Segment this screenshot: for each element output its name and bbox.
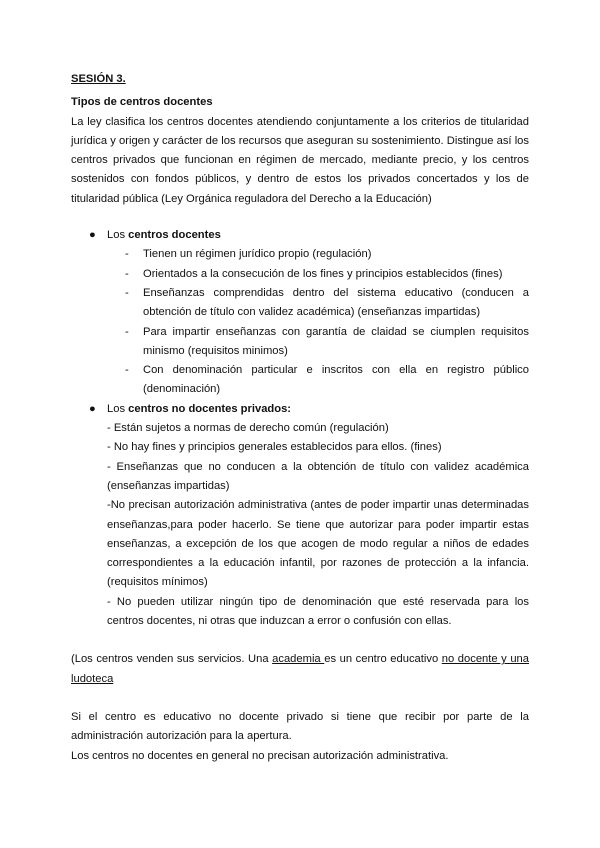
bullet-bold-text: centros no docentes privados: xyxy=(128,402,292,415)
bullet-centros-docentes xyxy=(71,226,529,400)
bullet-icon: ● xyxy=(89,229,96,242)
closing-paragraph-2: Los centros no docentes en general no precisan autorización administrativa. xyxy=(71,749,449,762)
document-content xyxy=(71,70,529,766)
underlined-no-docente: no docente y una ludoteca xyxy=(71,653,529,685)
intro-paragraph: La ley clasifica los centros docentes atendiendo conjuntamente a los criterios de titularidad jurídica y origen y carácter de los recursos que aseguran su sostenimiento. Distingue así los centros privados que funcionan en régimen de mercado, mediante precio, y los centros sostenidos con fondos públicos, y dentro de estos los privados concertados y los de titularidad pública (Ley Orgánica reguladora del Derecho a la Educación) xyxy=(71,115,529,205)
bullet-icon: ● xyxy=(89,402,96,415)
list-item: - Están sujetos a normas de derecho común (regulación) xyxy=(107,422,389,435)
list-item: - Para impartir enseñanzas con garantía de claidad se ciumplen requisitos minismo (requisitos minimos) xyxy=(125,325,529,357)
closing-paragraph-1: Si el centro es educativo no docente privado si tiene que recibir por parte de la administración autorización para la apertura. xyxy=(71,710,529,743)
docentes-list xyxy=(71,245,529,399)
underlined-academia: academia xyxy=(272,653,325,666)
list-item: - Orientados a la consecución de los fines y principios establecidos (fines) xyxy=(125,267,503,280)
list-item: -No precisan autorización administrativa (antes de poder impartir unas determinadas enseñanzas,para poder hacerlo. Se tiene que autorizar para poder impartir estas enseñanzas, a excepción de los que acogen de modo regular a niños de edades correspondientes a la educación infantil, por razones de protección a la infancia. (requisitos mínimos) xyxy=(107,499,529,589)
list-item: - Tienen un régimen jurídico propio (regulación) xyxy=(125,248,372,261)
session-title: SESIÓN 3. xyxy=(71,73,126,85)
list-item: - No hay fines y principios generales establecidos para ellos. (fines) xyxy=(107,441,442,454)
bullet-heading-docentes xyxy=(71,226,529,245)
note-paragraph: (Los centros venden sus servicios. Una academia es un centro educativo no docente y una ludoteca xyxy=(71,653,529,685)
bullet-prefix: Los xyxy=(107,229,129,242)
bullet-centros-no-docentes xyxy=(71,400,529,632)
list-item: - Enseñanzas que no conducen a la obtención de título con validez académica (enseñanzas impartidas) xyxy=(107,460,529,492)
list-item: - Con denominación particular e inscritos con ella en registro público (denominación) xyxy=(125,364,529,396)
list-item: - No pueden utilizar ningún tipo de denominación que esté reservada para los centros docentes, ni otras que induzcan a error o confusión con ellas. xyxy=(107,595,529,628)
list-item: - Enseñanzas comprendidas dentro del sistema educativo (conducen a obtención de título con validez académica) (enseñanzas impartidas) xyxy=(125,286,529,319)
bullet-prefix: Los xyxy=(107,402,129,415)
section-heading: Tipos de centros docentes xyxy=(71,96,213,109)
bullet-heading-no-docentes xyxy=(71,400,529,419)
bullet-bold-text: centros docentes xyxy=(128,229,221,242)
